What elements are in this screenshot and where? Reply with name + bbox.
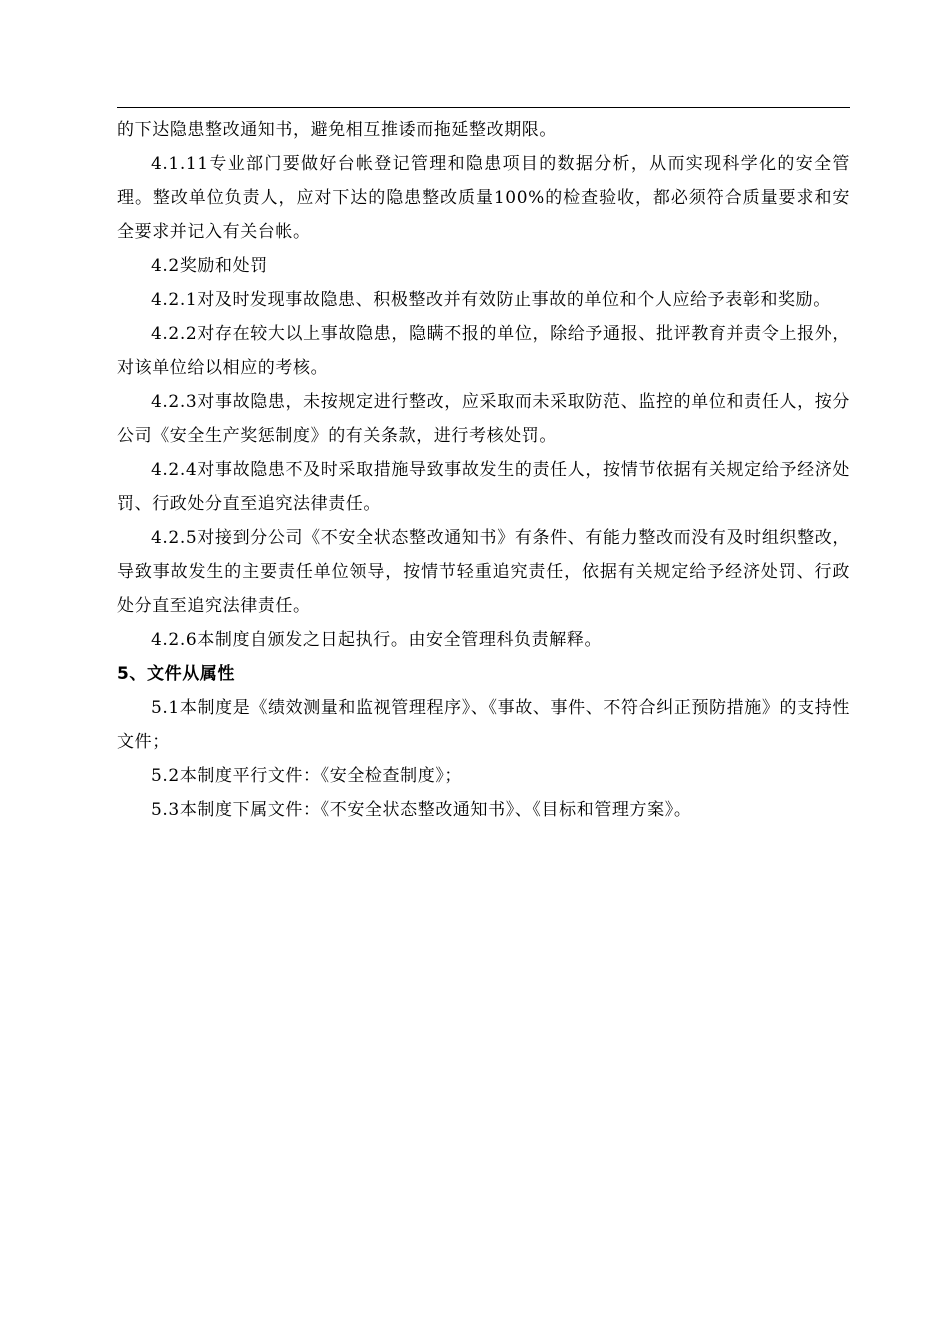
paragraph-4-2-4: 4.2.4对事故隐患不及时采取措施导致事故发生的责任人，按情节依据有关规定给予经济处罚、行政处分直至追究法律责任。 [117, 460, 850, 514]
paragraph-4-2-1: 4.2.1对及时发现事故隐患、积极整改并有效防止事故的单位和个人应给予表彰和奖励。 [151, 290, 831, 310]
paragraph-4-2-3: 4.2.3对事故隐患，未按规定进行整改，应采取而未采取防范、监控的单位和责任人，按分公司《安全生产奖惩制度》的有关条款，进行考核处罚。 [117, 392, 850, 446]
continued-paragraph: 的下达隐患整改通知书，避免相互推诿而拖延整改期限。 [117, 120, 557, 140]
paragraph-4-2-2: 4.2.2对存在较大以上事故隐患，隐瞒不报的单位，除给予通报、批评教育并责令上报外，对该单位给以相应的考核。 [117, 324, 850, 378]
paragraph-5-1: 5.1本制度是《绩效测量和监视管理程序》、《事故、事件、不符合纠正预防措施》的支持性文件； [117, 698, 850, 752]
document-body [117, 113, 850, 827]
paragraph-4-1-11: 4.1.11专业部门要做好台帐登记管理和隐患项目的数据分析，从而实现科学化的安全管理。整改单位负责人，应对下达的隐患整改质量100%的检查验收，都必须符合质量要求和安全要求并记入有关台帐。 [117, 154, 850, 242]
header-rule [117, 107, 850, 108]
paragraph-4-2-6: 4.2.6本制度自颁发之日起执行。由安全管理科负责解释。 [151, 630, 603, 650]
section-heading-5: 5、文件从属性 [117, 664, 236, 684]
paragraph-4-2-5: 4.2.5对接到分公司《不安全状态整改通知书》有条件、有能力整改而没有及时组织整改，导致事故发生的主要责任单位领导，按情节轻重追究责任，依据有关规定给予经济处罚、行政处分直至追究法律责任。 [117, 528, 850, 616]
paragraph-5-2: 5.2本制度平行文件：《安全检查制度》； [151, 766, 463, 786]
subheading-4-2: 4.2奖励和处罚 [151, 256, 268, 276]
paragraph-5-3: 5.3本制度下属文件：《不安全状态整改通知书》、《目标和管理方案》。 [151, 800, 692, 820]
